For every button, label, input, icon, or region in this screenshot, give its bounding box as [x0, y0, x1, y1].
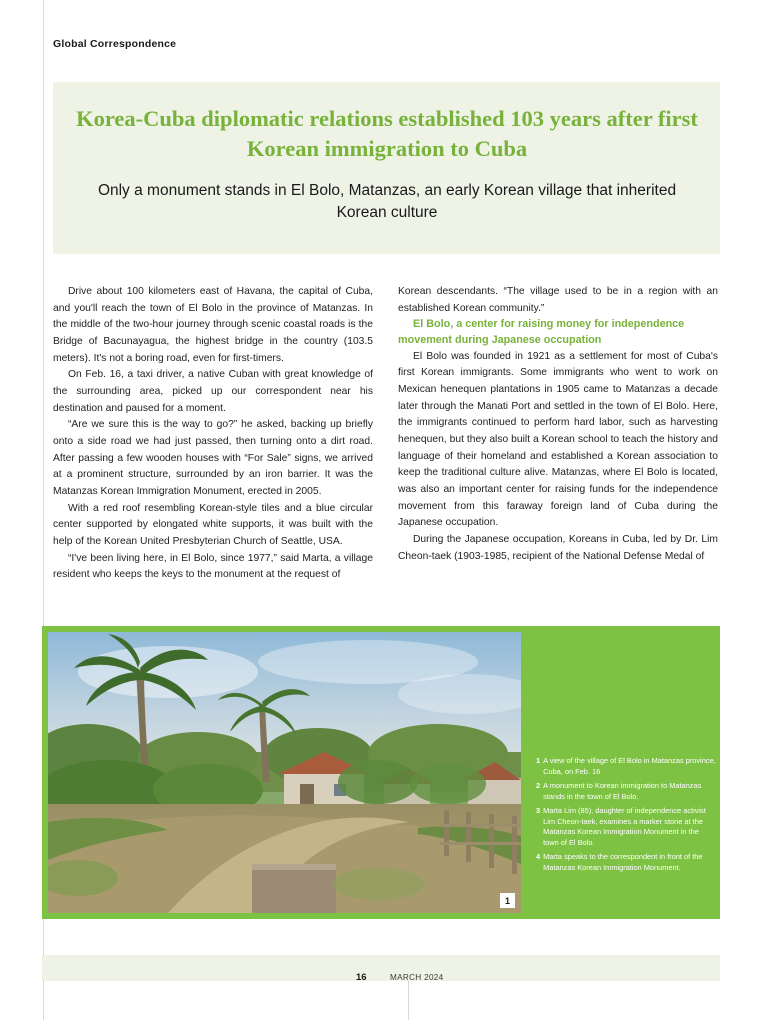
caption-item: [536, 852, 716, 873]
page-subtitle: Only a monument stands in El Bolo, Matanzas, an early Korean village that inherited Korean culture: [97, 182, 677, 221]
body-column-left: [53, 284, 373, 584]
caption-number: 3: [536, 806, 541, 816]
paragraph: On Feb. 16, a taxi driver, a native Cuban with great knowledge of the surrounding area, picked up our correspondent near his destination and paused for a moment.: [53, 369, 373, 414]
running-head: Global Correspondence: [53, 38, 177, 50]
caption-number: 4: [536, 852, 541, 862]
caption-text: A view of the village of El Bolo in Matanzas province, Cuba, on Feb. 16: [543, 756, 716, 776]
paragraph: During the Japanese occupation, Koreans in Cuba, led by Dr. Lim Cheon-taek (1903-1985, recipient of the National Defense Medal of: [398, 534, 718, 562]
page-number: 16: [356, 972, 367, 983]
paragraph: “I've been living here, in El Bolo, since 1977,” said Marta, a village resident who keeps the keys to the monument at the request of: [53, 552, 373, 581]
paragraph: El Bolo was founded in 1921 as a settlement for most of Cuba's first Korean immigrants. Some immigrants who went to work on Mexican henequen plantations in 1905 came to Matanzas a decade later through the Manati Port and settled in the town of El Bolo. Here, the immigrants continued to perform hard labor, such as harvesting henequen, but they also built a Korean school to teach the history and language of their homeland and established a Korean association to keep the traditional culture alive. Matanzas, where El Bolo is located, was also an important center for raising funds for the independence movement from this faraway foreign land of Cuba during the Japanese occupation.: [398, 350, 718, 529]
caption-item: [536, 781, 716, 802]
photo-number-badge: 1: [500, 893, 515, 908]
caption-item: [536, 806, 716, 848]
caption-list: [536, 756, 716, 877]
caption-item: [536, 756, 716, 777]
paragraph: “Are we sure this is the way to go?” he asked, backing up briefly onto a side road we had just passed, then turning onto a dirt road. After passing a few wooden houses with “For Sale” signs, we arrived at a prominent structure, surrounded by an iron barrier. It was the Matanzas Korean Immigration Monument, erected in 2005.: [53, 419, 373, 498]
caption-text: A monument to Korean immigration to Matanzas stands in the town of El Bolo.: [543, 781, 702, 801]
page-title: Korea-Cuba diplomatic relations established 103 years after first Korean immigration to Cuba: [76, 106, 698, 161]
paragraph: With a red roof resembling Korean-style tiles and a blue circular center supported by elongated white supports, it was built with the help of the Korean United Presbyterian Church of Seattle, USA.: [53, 502, 373, 548]
village-photo: [48, 632, 521, 913]
body-column-right: [398, 284, 718, 565]
issue-date: MARCH 2024: [390, 973, 444, 982]
photo-illustration: [48, 632, 521, 913]
paragraph: Korean descendants. “The village used to be in a region with an established Korean community.”: [398, 286, 718, 314]
caption-number: 1: [536, 756, 541, 765]
paragraph: Drive about 100 kilometers east of Havana, the capital of Cuba, and you'll reach the town of El Bolo in the province of Matanzas. In the middle of the two-hour journey through scenic coastal roads is the Bridge of Bacunayagua, the highest bridge in the country (103.5 meters). It's not a boring road, even for first-timers.: [53, 286, 373, 364]
footer-band: [42, 955, 720, 981]
section-heading: El Bolo, a center for raising money for independence movement during Japanese occupation: [398, 318, 685, 346]
caption-text: Marta Lim (85), daughter of independence activist Lim Cheon-taek, examines a marker stone at the Matanzas Korean Immigration Monument in the town of El Bolo.: [543, 806, 706, 847]
caption-text: Marta speaks to the correspondent in front of the Matanzas Korean Immigration Monument.: [543, 852, 703, 872]
caption-number: 2: [536, 781, 541, 791]
